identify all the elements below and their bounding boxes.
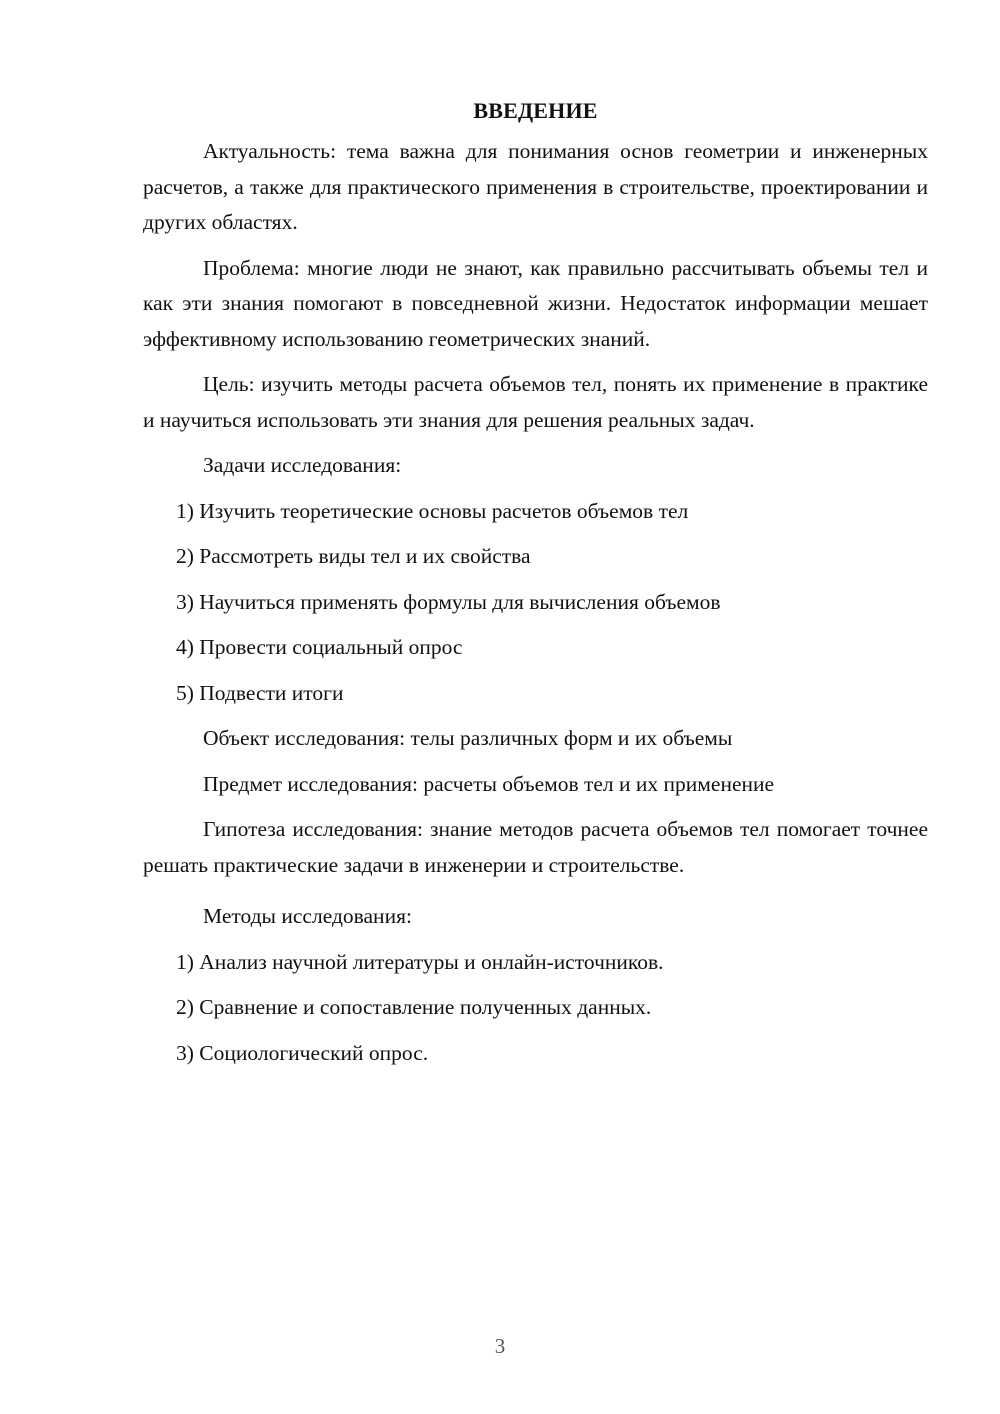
list-item: 2) Сравнение и сопоставление полученных данных.: [176, 995, 652, 1019]
tasks-list: [143, 494, 928, 712]
subject-line: Предмет исследования: расчеты объемов тел и их применение: [203, 771, 775, 796]
hypothesis-paragraph: Гипотеза исследования: знание методов расчета объемов тел помогает точнее решать практические задачи в инженерии и строительстве.: [143, 817, 928, 877]
section-title: ВВЕДЕНИЕ: [473, 98, 598, 123]
problem-paragraph: Проблема: многие люди не знают, как правильно рассчитывать объемы тел и как эти знания помогают в повседневной жизни. Недостаток информации мешает эффективному использованию геометрических знаний.: [143, 255, 928, 351]
list-item: 5) Подвести итоги: [176, 680, 344, 705]
list-item: 2) Рассмотреть виды тел и их свойства: [176, 544, 531, 568]
methods-list: [143, 945, 928, 1072]
page-number: 3: [494, 1334, 506, 1358]
goal-paragraph: Цель: изучить методы расчета объемов тел, понять их применение в практике и научиться использовать эти знания для решения реальных задач.: [143, 372, 928, 432]
list-item: 1) Анализ научной литературы и онлайн-источников.: [176, 949, 664, 974]
list-item: 3) Социологический опрос.: [176, 1040, 429, 1065]
relevance-paragraph: Актуальность: тема важна для понимания основ геометрии и инженерных расчетов, а также для практического применения в строительстве, проектировании и других областях.: [143, 139, 928, 234]
list-item: 4) Провести социальный опрос: [176, 635, 463, 659]
document-page: [143, 96, 928, 1081]
list-item: 3) Научиться применять формулы для вычисления объемов: [176, 589, 721, 614]
object-line: Объект исследования: телы различных форм и их объемы: [203, 726, 733, 750]
tasks-heading: Задачи исследования:: [203, 453, 402, 477]
list-item: 1) Изучить теоретические основы расчетов объемов тел: [176, 498, 689, 523]
methods-heading: Методы исследования:: [203, 904, 412, 928]
